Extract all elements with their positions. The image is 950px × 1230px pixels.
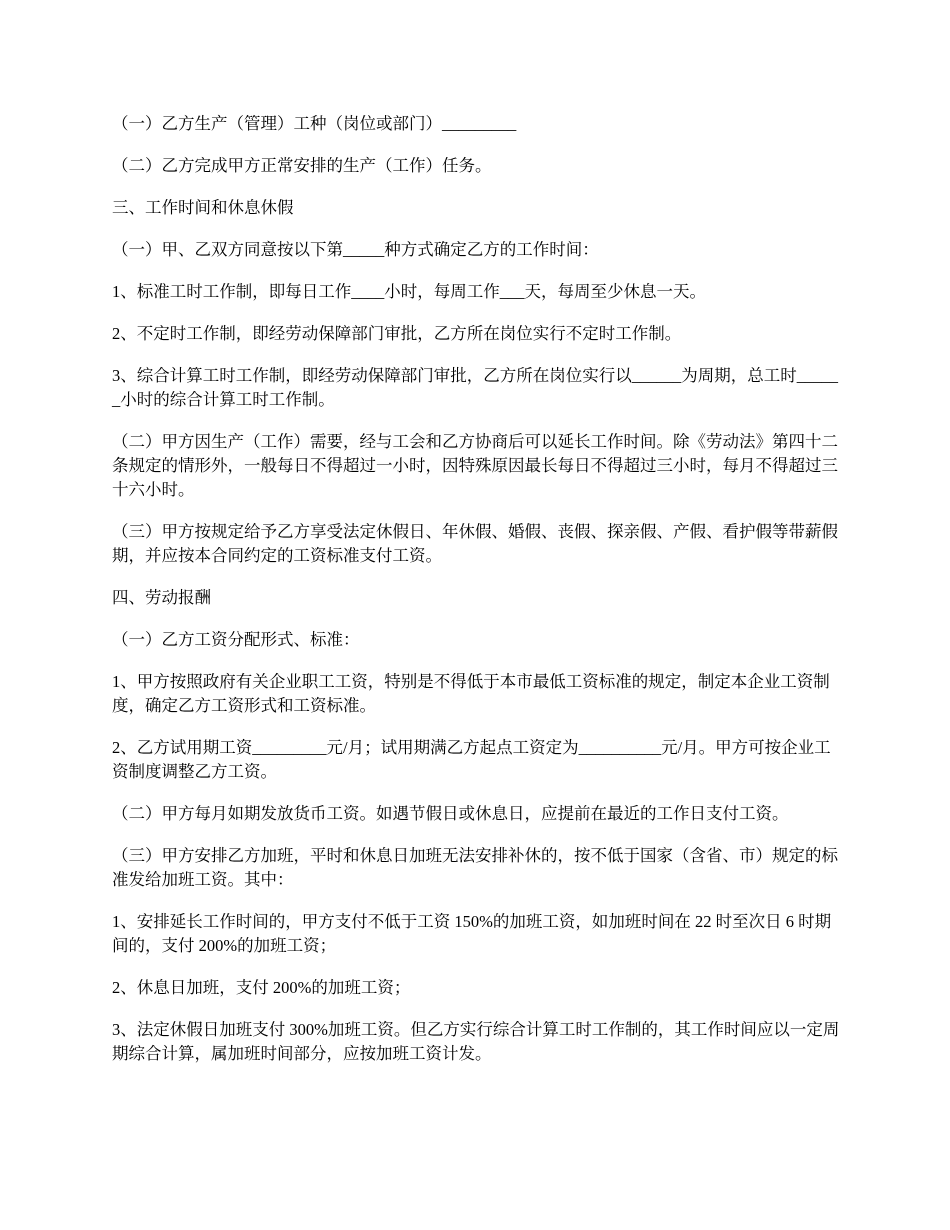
clause-paid-leave: （三）甲方按规定给予乙方享受法定休假日、年休假、婚假、丧假、探亲假、产假、看护假等带薪假期，并应按本合同约定的工资标准支付工资。 (112, 522, 838, 565)
clause-wage-form: （一）乙方工资分配形式、标准： (112, 630, 360, 649)
clause-extended-hours-pay: 1、安排延长工作时间的，甲方支付不低于工资 150%的加班工资，如加班时间在 22 时至次日 6 时期间的，支付 200%的加班工资； (112, 912, 832, 955)
clause-work-tasks: （二）乙方完成甲方正常安排的生产（工作）任务。 (112, 156, 492, 175)
clause-holiday-pay: 3、法定休假日加班支付 300%加班工资。但乙方实行综合计算工时工作制的，其工作时间应以一定周期综合计算，属加班时间部分，应按加班工资计发。 (112, 1020, 840, 1063)
clause-job-position: （一）乙方生产（管理）工种（岗位或部门）_________ (112, 114, 517, 133)
clause-probation-wage: 2、乙方试用期工资_________元/月；试用期满乙方起点工资定为__________元/月。甲方可按企业工资制度调整乙方工资。 (112, 738, 831, 781)
clause-overtime-limits: （二）甲方因生产（工作）需要，经与工会和乙方协商后可以延长工作时间。除《劳动法》第四十二条规定的情形外，一般每日不得超过一小时，因特殊原因最长每日不得超过三小时，每月不得超过三十六小时。 (112, 432, 838, 499)
clause-wage-system: 1、甲方按照政府有关企业职工工资，特别是不得低于本市最低工资标准的规定，制定本企业工资制度，确定乙方工资形式和工资标准。 (112, 672, 830, 715)
clause-flexible-hours: 2、不定时工作制，即经劳动保障部门审批，乙方所在岗位实行不定时工作制。 (112, 324, 682, 343)
section-heading-work-time: 三、工作时间和休息休假 (112, 198, 294, 217)
clause-standard-hours: 1、标准工时工作制，即每日工作____小时，每周工作___天，每周至少休息一天。 (112, 282, 706, 301)
clause-overtime-pay: （三）甲方安排乙方加班，平时和休息日加班无法安排补休的，按不低于国家（含省、市）规定的标准发给加班工资。其中： (112, 846, 838, 889)
clause-rest-day-pay: 2、休息日加班，支付 200%的加班工资； (112, 978, 411, 997)
clause-wage-payment: （二）甲方每月如期发放货币工资。如遇节假日或休息日，应提前在最近的工作日支付工资。 (112, 804, 789, 823)
section-heading-remuneration: 四、劳动报酬 (112, 588, 211, 607)
clause-work-time-method: （一）甲、乙双方同意按以下第_____种方式确定乙方的工作时间： (112, 240, 599, 259)
clause-comprehensive-hours: 3、综合计算工时工作制，即经劳动保障部门审批，乙方所在岗位实行以______为周期，总工时______小时的综合计算工时工作制。 (112, 366, 838, 409)
